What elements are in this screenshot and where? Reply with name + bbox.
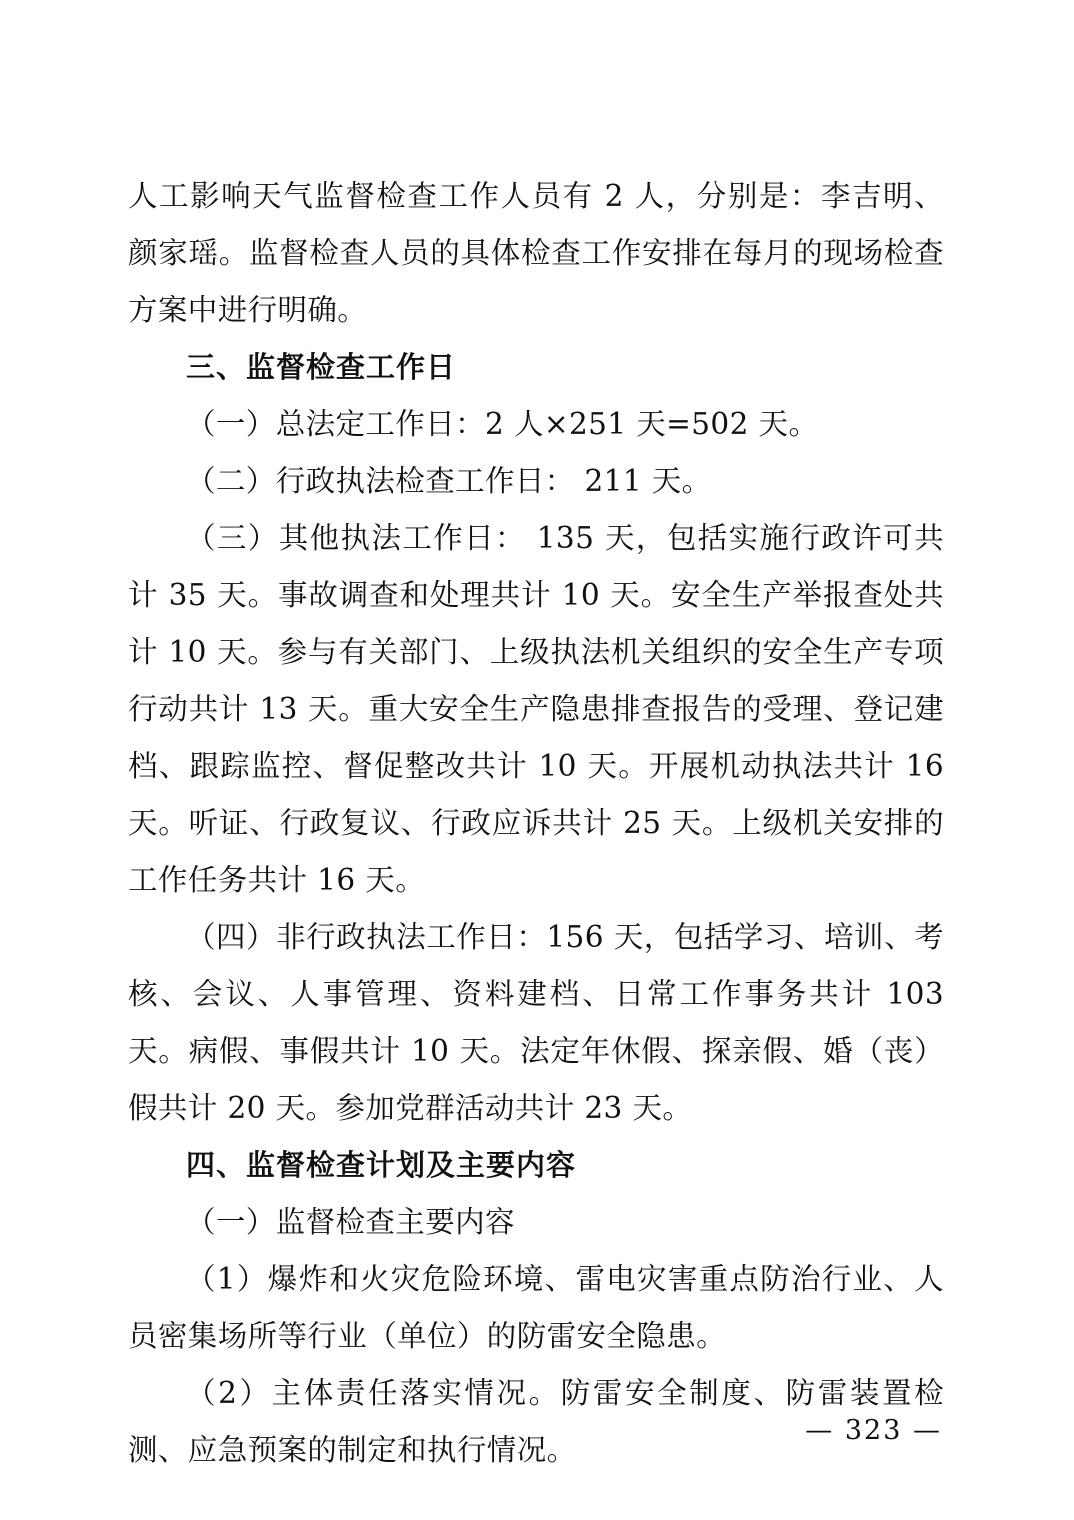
paragraph-total-legal-workdays: （一）总法定工作日：2 人×251 天=502 天。 <box>186 407 819 441</box>
paragraph-item-two: （2）主体责任落实情况。防雷安全制度、防雷装置检测、应急预案的制定和执行情况。 <box>128 1376 944 1467</box>
paragraph-administrative-inspection-days: （二）行政执法检查工作日： 211 天。 <box>186 464 712 498</box>
paragraph-inspection-main-content: （一）监督检查主要内容 <box>186 1205 515 1239</box>
paragraph-other-enforcement-days: （三）其他执法工作日： 135 天，包括实施行政许可共计 35 天。事故调查和处理共计 10 天。安全生产举报查处共计 10 天。参与有关部门、上级执法机关组织的安全生产专项行动共计 13 天。重大安全生产隐患排查报告的受理、登记建档、跟踪监控、督促整改共计 10 天。开展机动执法共计 16 天。听证、行政复议、行政应诉共计 25 天。上级机关安排的工作任务共计 16 天。 <box>128 521 944 897</box>
paragraph-item-one: （1）爆炸和火灾危险环境、雷电灾害重点防治行业、人员密集场所等行业（单位）的防雷安全隐患。 <box>128 1262 944 1353</box>
heading-section-three: 三、监督检查工作日 <box>186 350 457 384</box>
document-body <box>128 168 944 1479</box>
paragraph-non-enforcement-days: （四）非行政执法工作日：156 天，包括学习、培训、考核、会议、人事管理、资料建档、日常工作事务共计 103 天。病假、事假共计 10 天。法定年休假、探亲假、婚（丧）假共计 20 天。参加党群活动共计 23 天。 <box>128 920 944 1125</box>
page-number: — 323 — <box>805 1415 942 1446</box>
paragraph-intro: 人工影响天气监督检查工作人员有 2 人，分别是：李吉明、颜家瑶。监督检查人员的具体检查工作安排在每月的现场检查方案中进行明确。 <box>128 179 944 327</box>
heading-section-four: 四、监督检查计划及主要内容 <box>186 1148 577 1182</box>
